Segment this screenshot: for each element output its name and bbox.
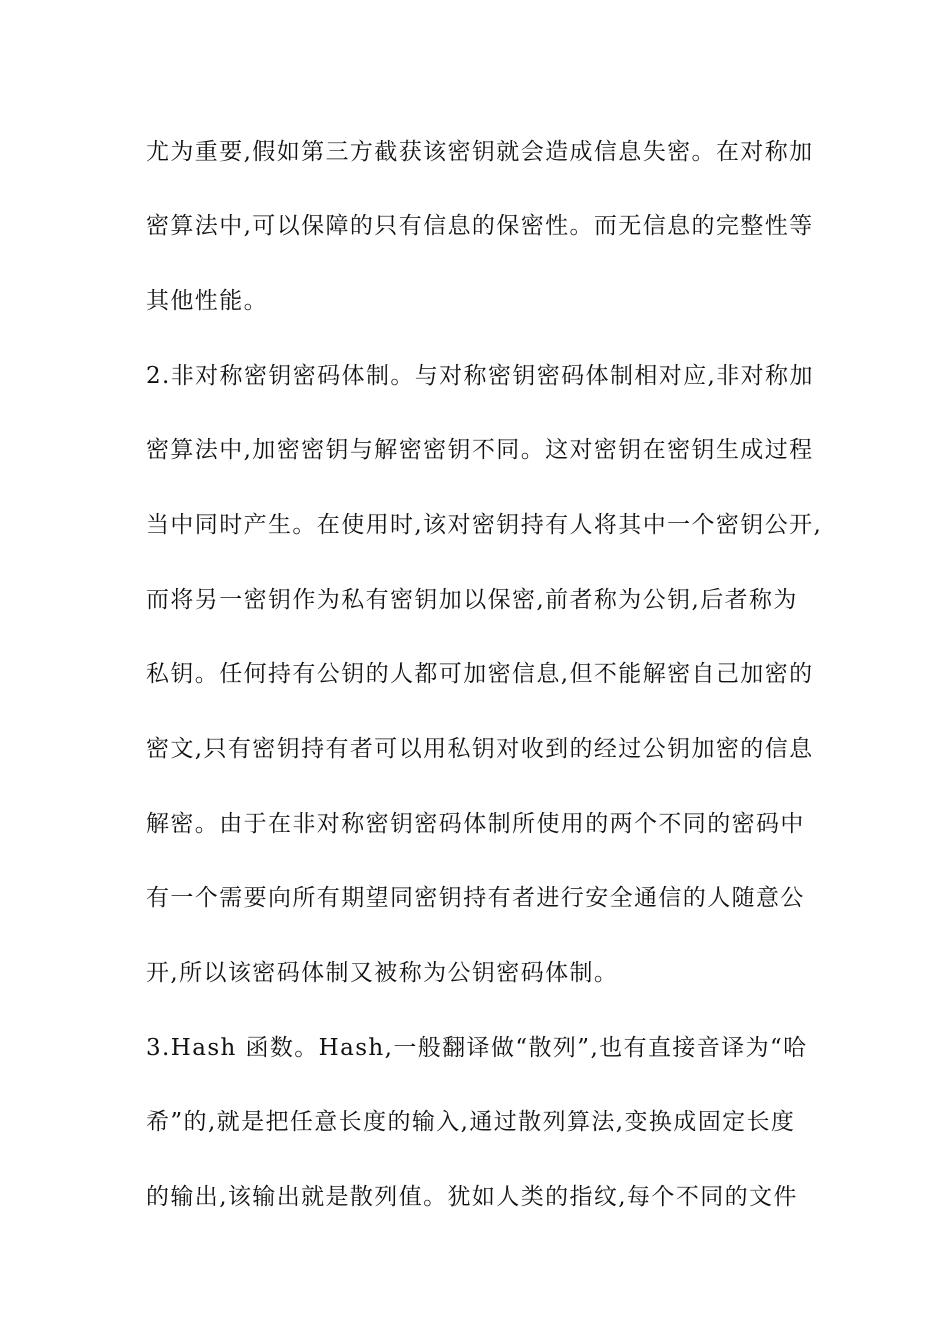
text-line: 3.Hash 函数。Hash,一般翻译做“散列”,也有直接音译为“哈 [146,1035,808,1061]
text-line: 私钥。任何持有公钥的人都可加密信息,但不能解密自己加密的 [146,661,814,687]
text-line: 希”的,就是把任意长度的输入,通过散列算法,变换成固定长度 [146,1109,796,1135]
text-line: 密算法中,加密密钥与解密密钥不同。这对密钥在密钥生成过程 [146,437,814,463]
text-line: 有一个需要向所有期望同密钥持有者进行安全通信的人随意公 [146,885,805,911]
text-line: 当中同时产生。在使用时,该对密钥持有人将其中一个密钥公开, [146,512,823,538]
text-line: 的输出,该输出就是散列值。犹如人类的指纹,每个不同的文件 [146,1184,798,1210]
text-line: 解密。由于在非对称密钥密码体制所使用的两个不同的密码中 [146,811,805,837]
text-line: 开,所以该密码体制又被称为公钥密码体制。 [146,960,619,986]
text-line: 尤为重要,假如第三方截获该密钥就会造成信息失密。在对称加 [146,139,814,165]
text-line: 其他性能。 [146,288,268,314]
text-line: 密文,只有密钥持有者可以用私钥对收到的经过公钥加密的信息 [146,736,814,762]
text-line: 而将另一密钥作为私有密钥加以保密,前者称为公钥,后者称为 [146,587,798,613]
text-line: 密算法中,可以保障的只有信息的保密性。而无信息的完整性等 [146,213,814,239]
text-line: 2.非对称密钥密码体制。与对称密钥密码体制相对应,非对称加 [146,363,814,389]
